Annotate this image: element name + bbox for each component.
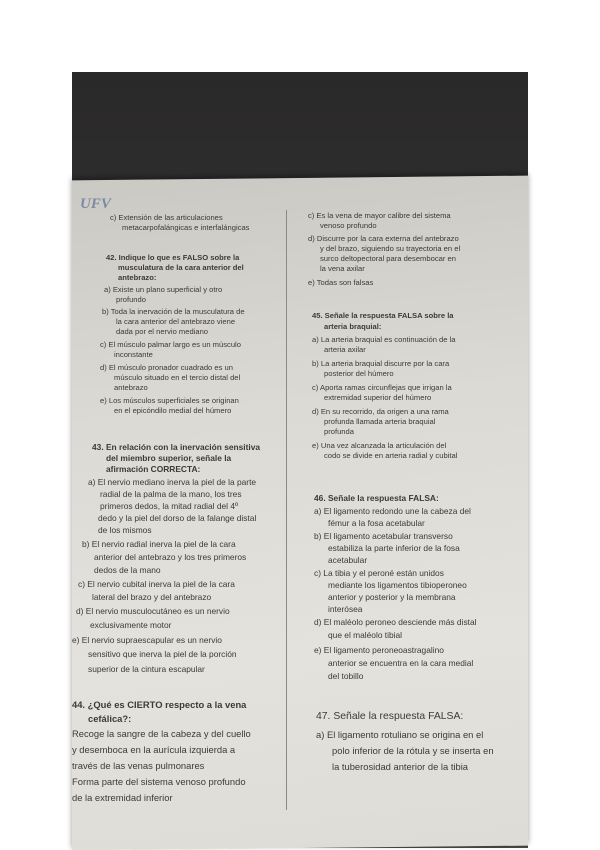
option-text: mediante los ligamentos tibioperoneo: [328, 580, 467, 590]
option-text: sensitivo que inerva la piel de la porción: [88, 649, 237, 659]
option-text: d) El nervio musculocutáneo es un nervio: [76, 606, 230, 616]
option-text: del tobillo: [328, 671, 364, 681]
option-text: d) El maléolo peroneo desciende más distal: [314, 617, 477, 627]
option-text: d) En su recorrido, da origen a una rama: [312, 407, 449, 416]
option-text: a) La arteria braquial es continuación de la: [312, 335, 456, 344]
option-text: surco deltopectoral para desembocar en: [320, 254, 456, 263]
question-42-stem: 42. Indique lo que es FALSO sobre la: [106, 253, 240, 262]
option-text: de la extremidad inferior: [72, 792, 173, 803]
option-text: radial de la palma de la mano, los tres: [100, 489, 242, 499]
option-text: d) Discurre por la cara externa del antebrazo: [308, 234, 459, 243]
option-text: Recoge la sangre de la cabeza y del cuello: [72, 728, 251, 739]
option-text: c) El músculo palmar largo es un músculo: [100, 340, 241, 349]
option-text: e) Una vez alcanzada la articulación del: [312, 441, 447, 450]
option-text: profunda: [324, 427, 354, 436]
university-logo-icon: UFV: [80, 196, 111, 212]
option-text: músculo situado en el tercio distal del: [114, 373, 241, 382]
option-text: codo se divide en arteria radial y cubital: [324, 451, 458, 460]
option-text: la cara anterior del antebrazo viene: [116, 317, 236, 326]
option-text: e) El ligamento peroneoastragalino: [314, 645, 444, 655]
option-text: anterior y posterior y la membrana: [328, 592, 456, 602]
question-42-stem: musculatura de la cara anterior del: [118, 263, 244, 272]
question-44-stem: cefálica?:: [88, 713, 132, 724]
option-text: c) Extensión de las articulaciones: [110, 213, 223, 222]
option-text: lateral del brazo y del antebrazo: [92, 592, 212, 602]
option-text: extremidad superior del húmero: [324, 393, 432, 402]
option-text: fémur a la fosa acetabular: [328, 518, 425, 528]
option-text: la tuberosidad anterior de la tibia: [332, 761, 469, 772]
question-44-stem: 44. ¿Qué es CIERTO respecto a la vena: [72, 699, 247, 710]
option-text: anterior del antebrazo y los tres primeros: [94, 552, 247, 562]
option-text: anterior se encuentra en la cara medial: [328, 658, 474, 668]
option-text: a) El ligamento rotuliano se origina en el: [316, 729, 484, 740]
option-text: y del brazo, siguiendo su trayectoria en el: [320, 244, 461, 253]
option-text: b) La arteria braquial discurre por la cara: [312, 359, 450, 368]
question-45-stem: 45. Señale la respuesta FALSA sobre la: [312, 311, 454, 320]
question-47-stem: 47. Señale la respuesta FALSA:: [316, 711, 464, 722]
option-text: polo inferior de la rótula y se inserta en: [332, 745, 494, 756]
option-text: dedo y la piel del dorso de la falange distal: [98, 513, 257, 523]
option-text: de los mismos: [98, 525, 152, 535]
option-text: a) El ligamento redondo une la cabeza del: [314, 506, 471, 516]
question-42-stem: antebrazo:: [118, 273, 157, 282]
option-text: dada por el nervio mediano: [116, 327, 209, 336]
option-text: e) Todas son falsas: [308, 278, 374, 287]
option-text: b) El ligamento acetabular transverso: [314, 531, 453, 541]
option-text: en el epicóndilo medial del húmero: [114, 406, 232, 415]
option-text: inconstante: [114, 350, 153, 359]
question-43-stem: 43. En relación con la inervación sensitiva: [92, 442, 261, 452]
option-text: c) El nervio cubital inerva la piel de la cara: [78, 579, 235, 589]
option-text: interósea: [328, 604, 363, 614]
option-text: b) Toda la inervación de la musculatura de: [102, 307, 245, 316]
option-text: e) Los músculos superficiales se originan: [100, 396, 239, 405]
option-text: a) El nervio mediano inerva la piel de la parte: [88, 477, 257, 487]
option-text: primeros dedos, la mitad radial del 4º: [100, 501, 239, 511]
question-43-stem: del miembro superior, señale la: [106, 453, 232, 463]
option-text: que el maléolo tibial: [328, 630, 403, 640]
option-text: profundo: [116, 295, 146, 304]
option-text: la vena axilar: [320, 264, 365, 273]
option-text: c) La tibia y el peroné están unidos: [314, 568, 444, 578]
option-text: Forma parte del sistema venoso profundo: [72, 776, 246, 787]
option-text: través de las venas pulmonares: [72, 760, 205, 771]
option-text: c) Es la vena de mayor calibre del sistema: [308, 211, 451, 220]
option-text: d) El músculo pronador cuadrado es un: [100, 363, 233, 372]
option-text: dedos de la mano: [94, 565, 161, 575]
option-text: y desemboca en la aurícula izquierda a: [72, 744, 236, 755]
option-text: exclusivamente motor: [90, 620, 172, 630]
question-45-stem: arteria braquial:: [324, 322, 382, 331]
option-text: arteria axilar: [324, 345, 366, 354]
option-text: acetabular: [328, 555, 368, 565]
option-text: c) Aporta ramas circunflejas que irrigan la: [312, 383, 452, 392]
option-text: estabiliza la parte inferior de la fosa: [328, 543, 460, 553]
option-text: posterior del húmero: [324, 369, 394, 378]
option-text: venoso profundo: [320, 221, 377, 230]
option-text: metacarpofalángicas e interfalángicas: [122, 223, 250, 232]
option-text: profunda llamada arteria braquial: [324, 417, 436, 426]
question-43-stem: afirmación CORRECTA:: [106, 464, 201, 474]
question-46-stem: 46. Señale la respuesta FALSA:: [314, 493, 439, 503]
option-text: b) El nervio radial inerva la piel de la cara: [82, 539, 236, 549]
option-text: e) El nervio supraescapular es un nervio: [72, 635, 222, 645]
option-text: a) Existe un plano superficial y otro: [104, 285, 223, 294]
option-text: antebrazo: [114, 383, 148, 392]
option-text: superior de la cintura escapular: [88, 664, 205, 674]
column-divider: [286, 210, 287, 810]
